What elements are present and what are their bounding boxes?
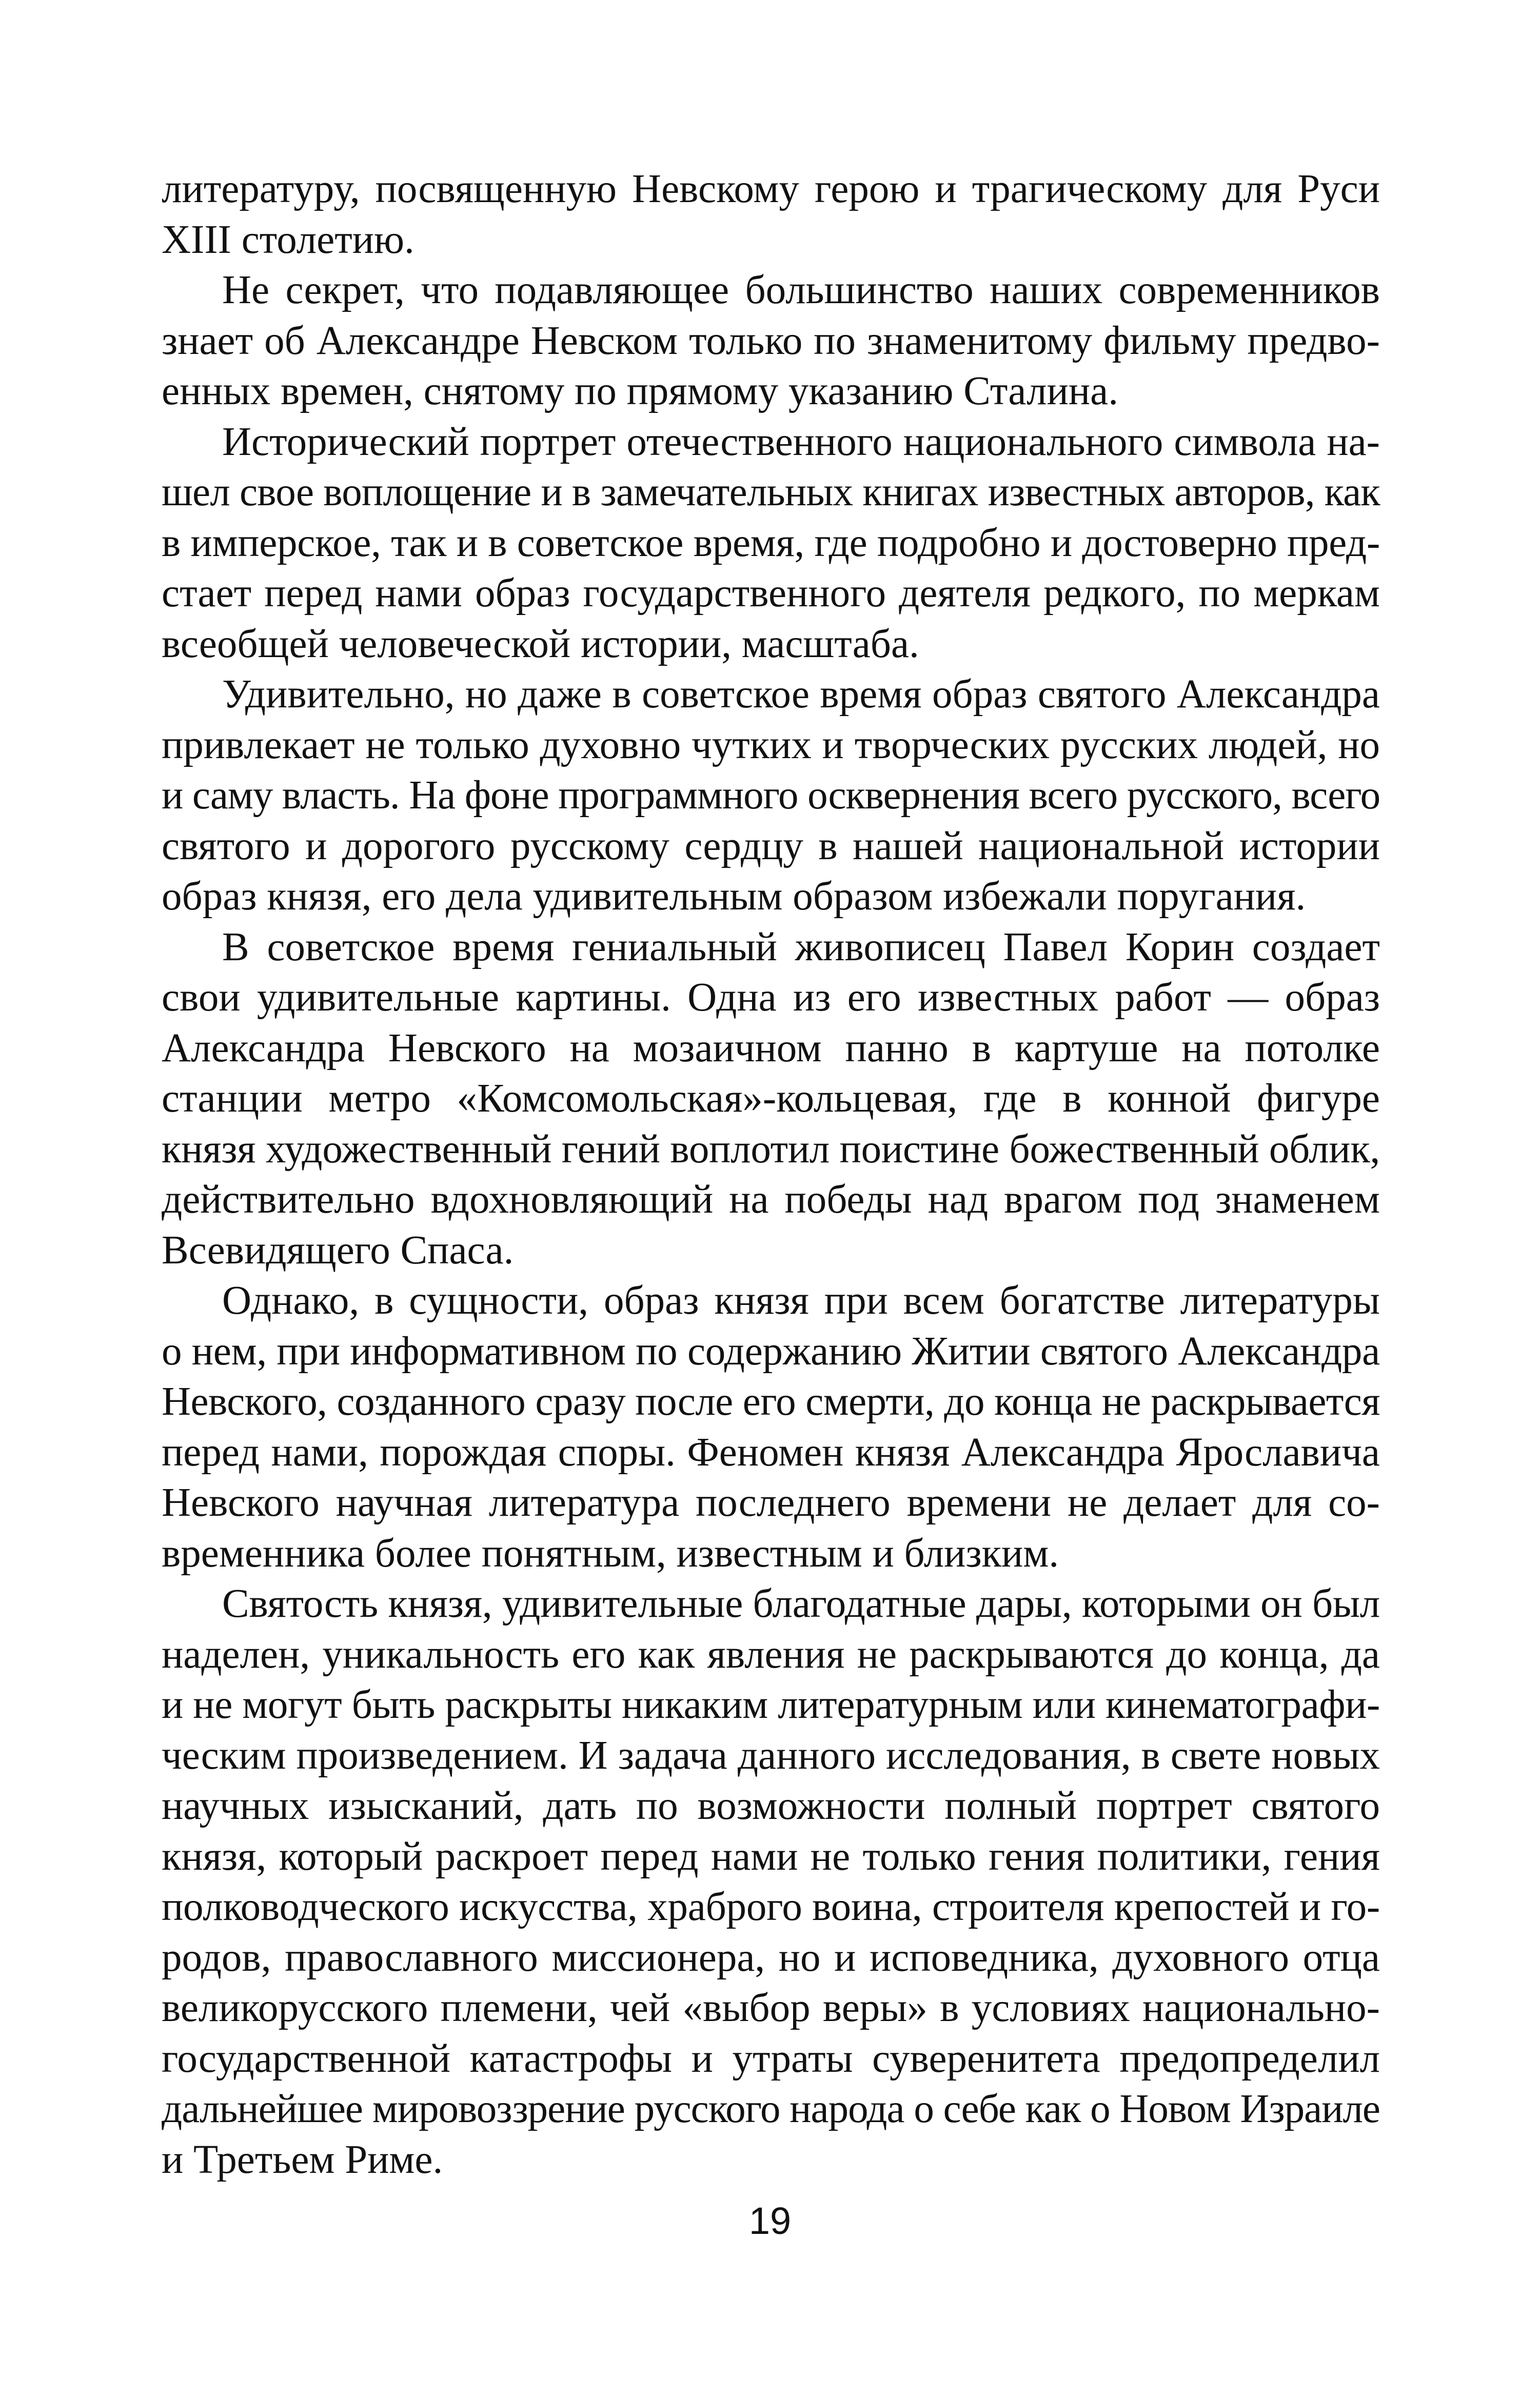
text-line: родов, православного миссионера, но и исповедника, духовного отца (162, 1935, 1380, 1980)
body-text (162, 164, 1380, 2185)
paragraph (162, 1276, 1380, 1579)
paragraph (162, 1579, 1380, 2185)
text-line: литературу, посвященную Невскому герою и трагическому для Руси (162, 167, 1380, 211)
text-line: и Третьем Риме. (162, 2137, 443, 2182)
text-line: действительно вдохновляющий на победы над врагом под знаменем (162, 1177, 1380, 1222)
text-line: государственной катастрофы и утраты суверенитета предопределил (162, 2036, 1380, 2081)
text-line: наделен, уникальность его как явления не раскрываются до конца, да (162, 1632, 1380, 1677)
paragraph (162, 922, 1380, 1276)
text-line: привлекает не только духовно чутких и творческих русских людей, но (162, 722, 1380, 767)
text-line: Удивительно, но даже в советское время образ святого Александра (222, 672, 1380, 717)
text-line: XIII столетию. (162, 217, 414, 262)
text-line: Исторический портрет отечественного национального символа на- (222, 419, 1380, 464)
text-line: В советское время гениальный живописец Павел Корин создает (222, 924, 1380, 969)
text-line: образ князя, его дела удивительным образом избежали поругания. (162, 874, 1306, 919)
text-line: свои удивительные картины. Одна из его известных работ — образ (162, 975, 1380, 1020)
text-line: в имперское, так и в советское время, где подробно и достоверно пред- (162, 520, 1380, 565)
text-line: о нем, при информативном по содержанию Житии святого Александра (162, 1329, 1380, 1374)
paragraph (162, 669, 1380, 922)
text-line: Невского научная литература последнего времени не делает для со- (162, 1480, 1380, 1525)
text-line: стает перед нами образ государственного деятеля редкого, по меркам (162, 571, 1380, 616)
paragraph (162, 265, 1380, 417)
paragraph (162, 417, 1380, 670)
paragraph (162, 164, 1380, 265)
text-line: перед нами, порождая споры. Феномен князя Александра Ярославича (162, 1430, 1380, 1475)
page-number: 19 (748, 2200, 792, 2242)
text-line: и саму власть. На фоне программного осквернения всего русского, всего (162, 773, 1380, 818)
text-line: научных изысканий, дать по возможности полный портрет святого (162, 1784, 1380, 1828)
text-line: шел свое воплощение и в замечательных книгах известных авторов, как (162, 470, 1380, 514)
text-line: временника более понятным, известным и близким. (162, 1531, 1059, 1576)
text-line: полководческого искусства, храброго воина, строителя крепостей и го- (162, 1885, 1380, 1929)
text-line: Александра Невского на мозаичном панно в картуше на потолке (162, 1025, 1380, 1071)
text-line: великорусского племени, чей «выбор веры» в условиях национально- (162, 1986, 1380, 2030)
text-line: Всевидящего Спаса. (162, 1227, 514, 1273)
text-line: ческим произведением. И задача данного исследования, в свете новых (162, 1733, 1380, 1778)
text-line: Не секрет, что подавляющее большинство наших современников (222, 268, 1380, 312)
text-line: знает об Александре Невском только по знаменитому фильму предво- (162, 318, 1380, 363)
text-line: и не могут быть раскрыты никаким литературным или кинематографи- (162, 1682, 1380, 1727)
text-line: станции метро «Комсомольская»-кольцевая, где в конной фигуре (162, 1076, 1380, 1121)
text-line: Невского, созданного сразу после его смерти, до конца не раскрывается (162, 1379, 1380, 1424)
text-line: Однако, в сущности, образ князя при всем богатстве литературы (222, 1278, 1380, 1323)
text-line: енных времен, снятому по прямому указанию Сталина. (162, 369, 1118, 413)
text-line: князя художественный гений воплотил поистине божественный облик, (162, 1126, 1380, 1172)
text-line: всеобщей человеческой истории, масштаба. (162, 621, 919, 666)
text-line: Святость князя, удивительные благодатные дары, которыми он был (222, 1581, 1380, 1626)
text-line: святого и дорогого русскому сердцу в нашей национальной истории (162, 823, 1380, 868)
text-line: дальнейшее мировоззрение русского народа о себе как о Новом Израиле (162, 2087, 1380, 2131)
text-line: князя, который раскроет перед нами не только гения политики, гения (162, 1834, 1380, 1879)
